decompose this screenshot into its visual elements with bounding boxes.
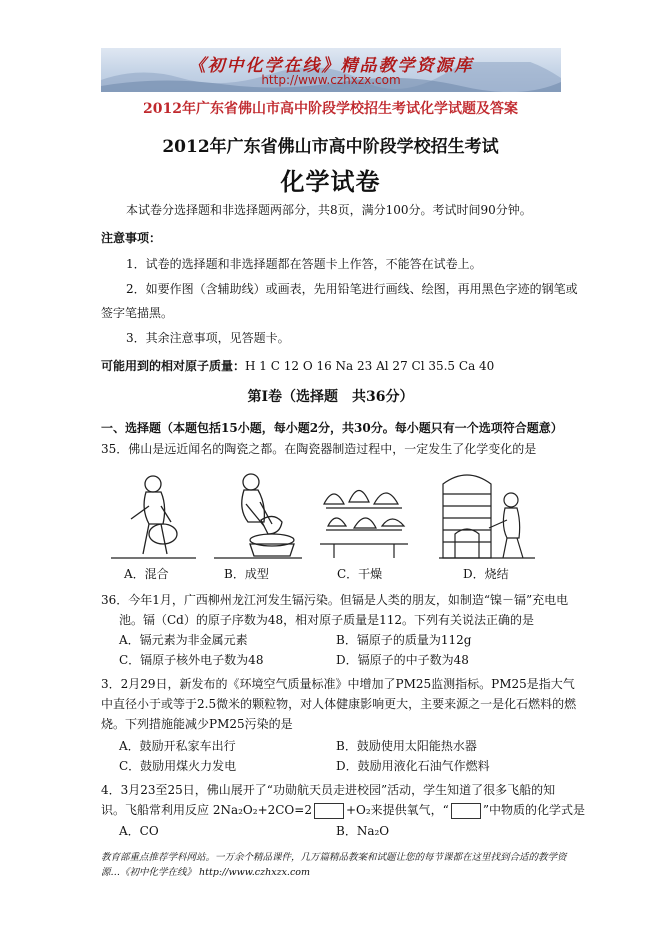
question-3-stem: 3．2月29日，新发布的《环境空气质量标准》中增加了PM25监测指标。PM25是指大气 bbox=[101, 677, 575, 691]
intro-text: 本试卷分选择题和非选择题两部分，共8页，满分100分。考试时间90分钟。 bbox=[126, 203, 532, 217]
option-b[interactable]: B．成型 bbox=[224, 567, 269, 581]
question-3-stem: 中直径小于或等于2.5微米的颗粒物，对人体健康影响更大，主要来源之一是化石燃料的燃 bbox=[101, 697, 577, 711]
equation-text: ”中物质的化学式是 bbox=[482, 803, 585, 817]
question-4-equation-line bbox=[101, 802, 585, 819]
option-a[interactable]: A．混合 bbox=[124, 567, 169, 581]
atomic-mass-line bbox=[101, 358, 494, 374]
site-banner[interactable] bbox=[101, 48, 561, 92]
exam-title: 2012年广东省佛山市高中阶段学校招生考试 bbox=[162, 137, 499, 157]
footer-url[interactable]: http://www.czhxzx.com bbox=[199, 867, 311, 878]
question-36-stem: 池。镉（Cd）的原子序数为48，相对原子质量是112。下列有关说法正确的是 bbox=[119, 613, 535, 627]
question-4-stem: 4．3月23至25日，佛山展开了“功勋航天员走进校园”活动，学生知道了很多飞船的知 bbox=[101, 783, 556, 797]
option-d[interactable]: D．烧结 bbox=[463, 567, 509, 581]
notes-heading: 注意事项： bbox=[101, 231, 162, 245]
section-title: 第Ⅰ卷（选择题 共36分） bbox=[247, 389, 414, 405]
option-d[interactable]: D．鼓励用液化石油气作燃料 bbox=[336, 759, 490, 773]
equation-text: +O₂来提供氧气，“ bbox=[345, 803, 449, 817]
subject-title: 化学试卷 bbox=[280, 167, 381, 196]
question-36-stem: 36．今年1月，广西柳州龙江河发生镉污染。但镉是人类的朋友，如制造“镍－镉”充电电 bbox=[101, 593, 569, 607]
option-b[interactable]: B．镉原子的质量为112g bbox=[336, 633, 472, 647]
banner-url[interactable]: http://www.czhxzx.com bbox=[261, 73, 401, 87]
question-35-stem: 35．佛山是远近闻名的陶瓷之都。在陶瓷器制造过程中，一定发生了化学变化的是 bbox=[101, 442, 537, 456]
document-header: 2012年广东省佛山市高中阶段学校招生考试化学试题及答案 bbox=[143, 101, 518, 117]
banner-title: 《初中化学在线》精品教学资源库 bbox=[188, 56, 474, 76]
atomic-mass-label: 可能用到的相对原子质量： bbox=[101, 359, 246, 373]
option-d[interactable]: D．镉原子的中子数为48 bbox=[336, 653, 469, 667]
question-3-stem: 烧。下列措施能减少PM25污染的是 bbox=[101, 717, 293, 731]
option-a[interactable]: A．镉元素为非金属元素 bbox=[119, 633, 248, 647]
mixing-clay-illustration-icon bbox=[101, 464, 201, 560]
option-a[interactable]: A．鼓励开私家车出行 bbox=[119, 739, 236, 753]
sintering-kiln-illustration-icon bbox=[437, 464, 537, 560]
footer-note bbox=[101, 850, 571, 880]
note-item: 3．其余注意事项，见答题卡。 bbox=[126, 331, 290, 345]
section-heading: 一、选择题（本题包括15小题，每小题2分，共30分。每小题只有一个选项符合题意） bbox=[101, 421, 563, 435]
option-c[interactable]: C．镉原子核外电子数为48 bbox=[119, 653, 264, 667]
atomic-mass-values: H 1 C 12 O 16 Na 23 Al 27 Cl 35.5 Ca 40 bbox=[245, 359, 495, 373]
shaping-pottery-illustration-icon bbox=[206, 464, 306, 560]
answer-blank-box[interactable] bbox=[314, 803, 344, 819]
option-b[interactable]: B．鼓励使用太阳能热水器 bbox=[336, 739, 477, 753]
answer-blank-box[interactable] bbox=[451, 803, 481, 819]
option-b[interactable]: B．Na₂O bbox=[336, 824, 390, 838]
option-c[interactable]: C．鼓励用煤火力发电 bbox=[119, 759, 237, 773]
note-item: 签字笔描黑。 bbox=[101, 306, 174, 320]
option-a[interactable]: A．CO bbox=[119, 824, 159, 838]
note-item: 1．试卷的选择题和非选择题都在答题卡上作答，不能答在试卷上。 bbox=[126, 257, 482, 271]
footer-text: 教育部重点推荐学科网站。一万余个精品课件，几万篇精品教案和试题让您的每节课都在这里找到合适的教学资源…《初中化学在线》 bbox=[101, 852, 567, 878]
option-c[interactable]: C．干燥 bbox=[337, 567, 383, 581]
note-item: 2．如要作图（含辅助线）或画表，先用铅笔进行画线、绘图，再用黑色字迹的钢笔或 bbox=[126, 282, 578, 296]
drying-pottery-illustration-icon bbox=[314, 464, 414, 560]
equation-text: 识。飞船常利用反应 2Na₂O₂+2CO=2 bbox=[101, 803, 312, 817]
